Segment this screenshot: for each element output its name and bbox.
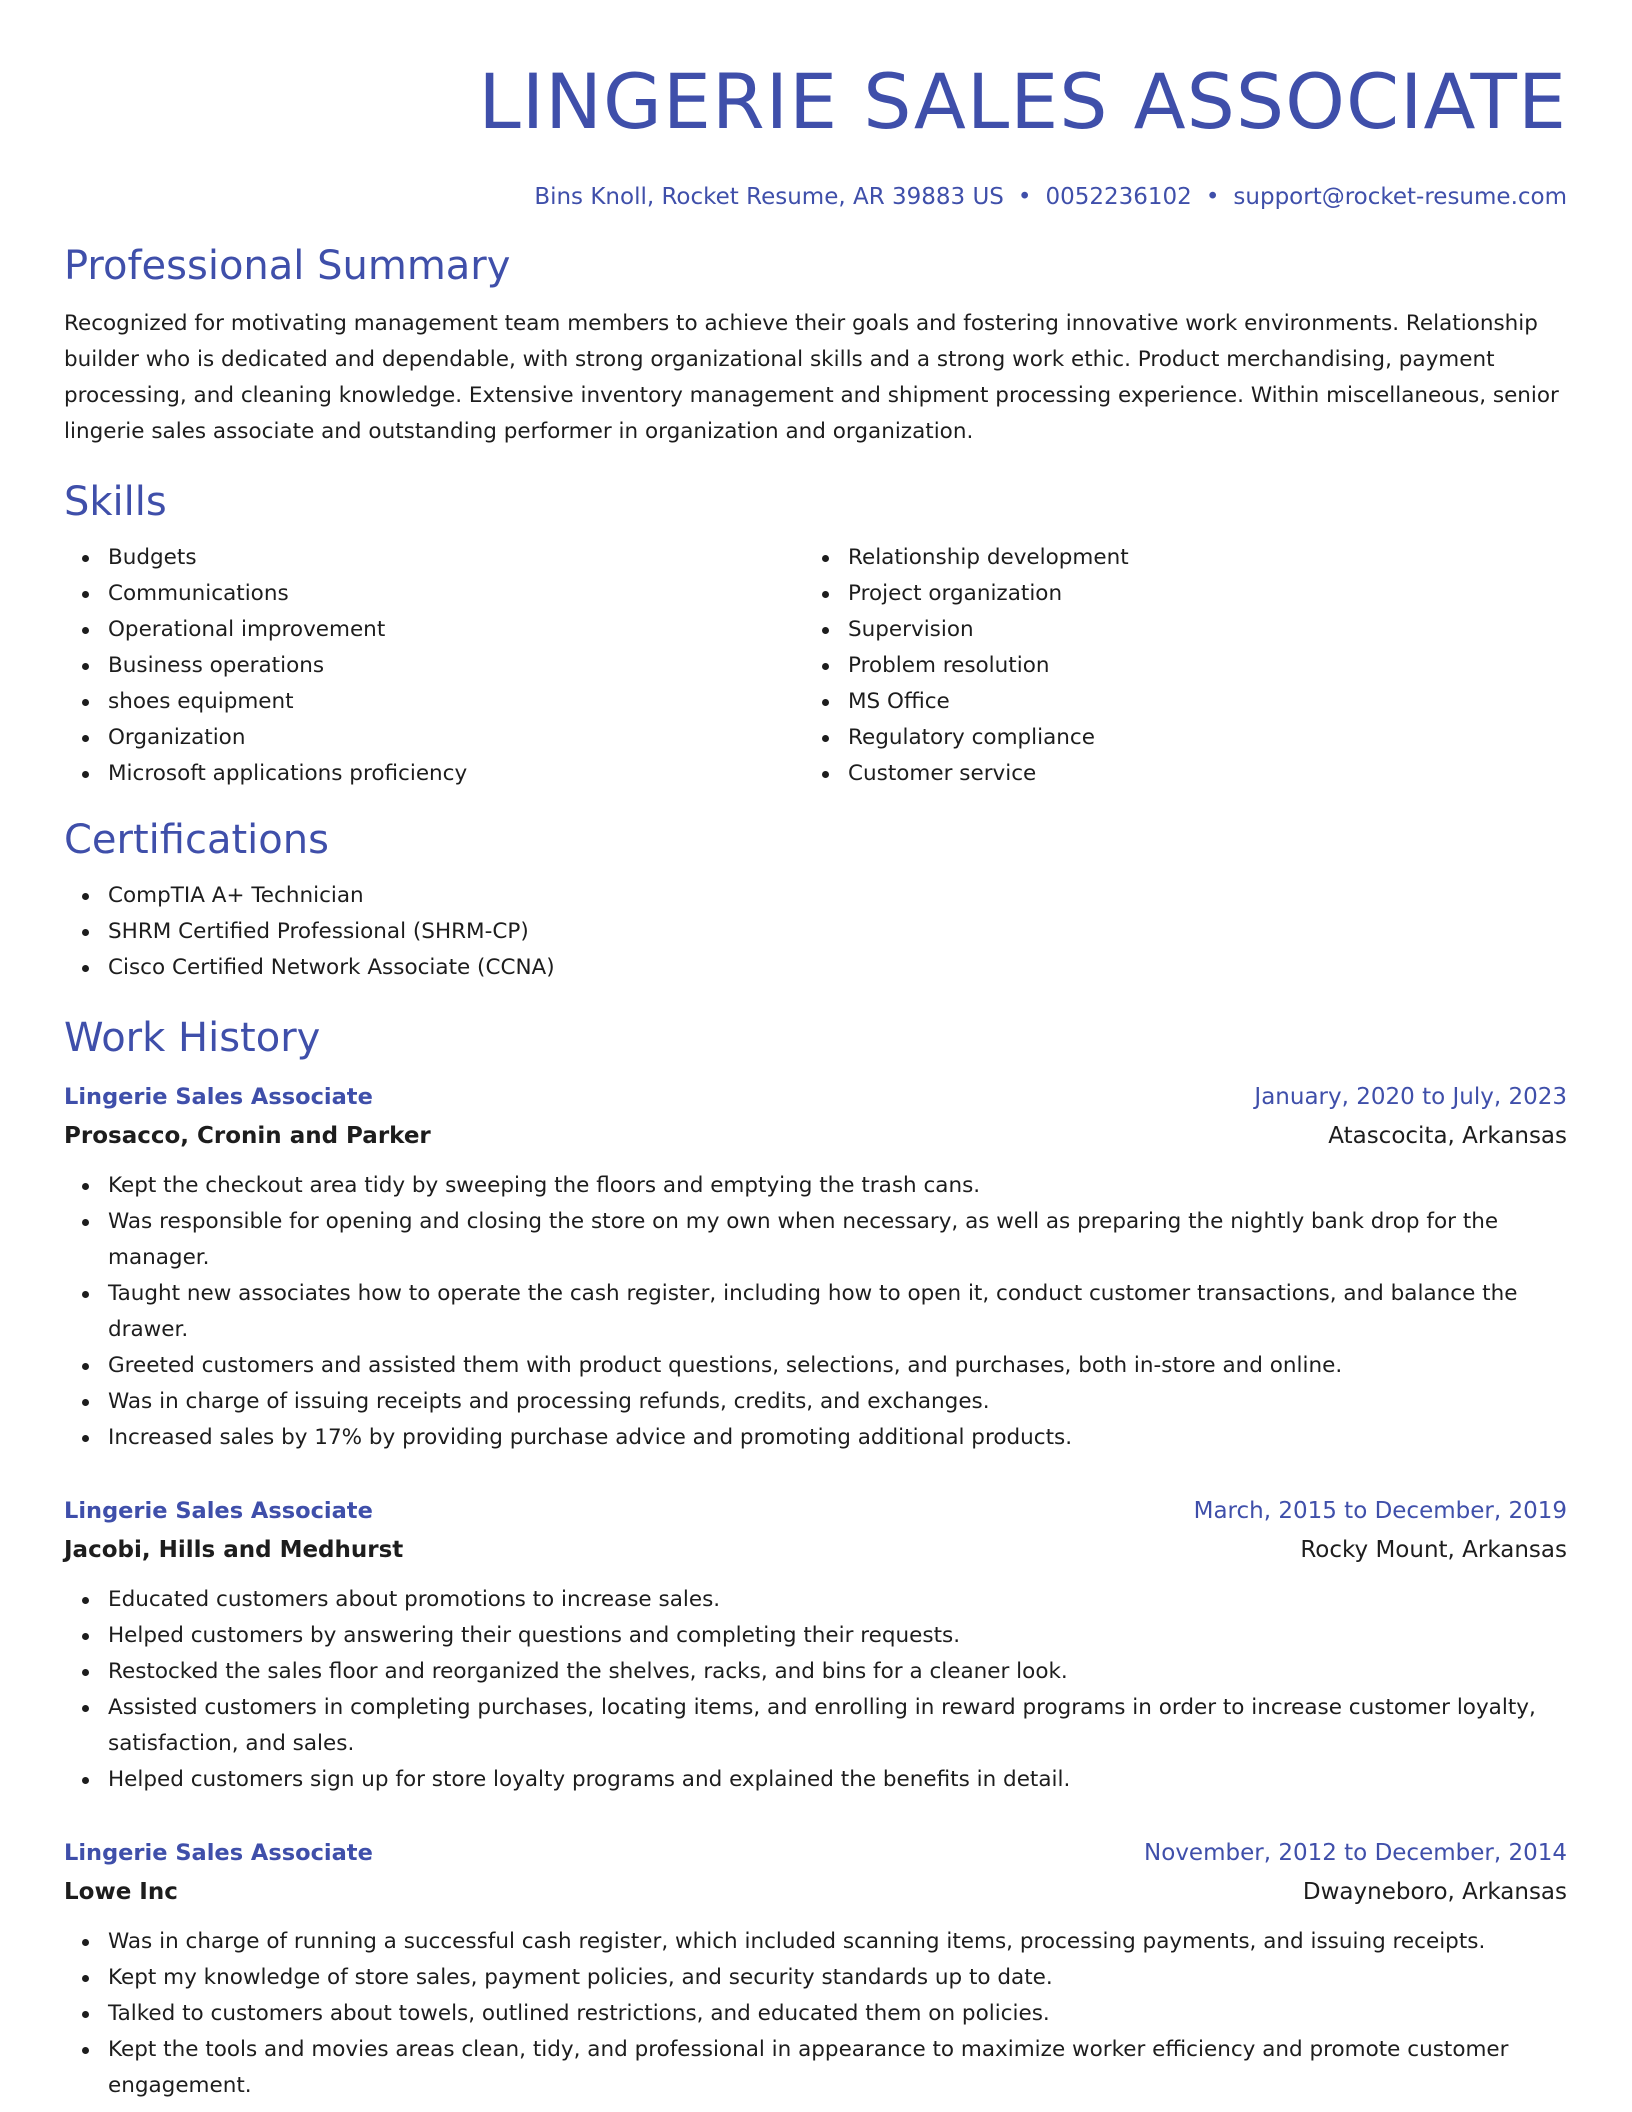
skill-item: Communications bbox=[64, 576, 804, 612]
summary-text: Recognized for motivating management team members to achieve their goals and fostering innovative work environments. Relationship builder who is dedicated and dependable, with strong organizational skills and a strong work ethic. Product merchandising, payment processing, and cleaning knowledge. Extensive inventory management and shipment processing experience. Within miscellaneous, senior lingerie sales associate and outstanding performer in organization and organization. bbox=[64, 311, 1559, 444]
skills-grid bbox=[64, 540, 1567, 792]
job-bullet: Increased sales by 17% by providing purchase advice and promoting additional products. bbox=[64, 1420, 1567, 1456]
job-bullet: Restocked the sales floor and reorganized the shelves, racks, and bins for a cleaner look. bbox=[64, 1654, 1567, 1690]
certification-item: Cisco Certified Network Associate (CCNA) bbox=[64, 950, 1567, 986]
skill-item: Microsoft applications proficiency bbox=[64, 756, 804, 792]
job-bullet: Was in charge of issuing receipts and processing refunds, credits, and exchanges. bbox=[64, 1384, 1567, 1420]
job-dates: March, 2015 to December, 2019 bbox=[1193, 1498, 1567, 1524]
skill-item: Regulatory compliance bbox=[804, 720, 1544, 756]
job-entry bbox=[64, 1078, 1567, 1456]
summary-heading: Professional Summary bbox=[64, 243, 511, 289]
certifications-heading: Certifications bbox=[64, 817, 329, 863]
summary-section bbox=[64, 240, 1567, 450]
job-title-row bbox=[64, 1834, 1567, 1872]
job-location: Dwayneboro, Arkansas bbox=[1302, 1879, 1567, 1905]
contact-phone: 0052236102 bbox=[1045, 184, 1192, 210]
certifications-section bbox=[64, 814, 1567, 986]
contact-separator: • bbox=[1205, 184, 1220, 210]
contact-address: Bins Knoll, Rocket Resume, AR 39883 US bbox=[534, 184, 1004, 210]
job-title: Lingerie Sales Associate bbox=[64, 1498, 373, 1524]
job-bullet: Taught new associates how to operate the cash register, including how to open it, conduct customer transactions, and balance the drawer. bbox=[64, 1276, 1567, 1348]
skill-item: MS Office bbox=[804, 684, 1544, 720]
skills-list-right bbox=[804, 540, 1544, 792]
job-location: Atascocita, Arkansas bbox=[1328, 1123, 1567, 1149]
job-bullet: Kept my knowledge of store sales, payment policies, and security standards up to date. bbox=[64, 1960, 1567, 1996]
job-bullet: Greeted customers and assisted them with product questions, selections, and purchases, both in-store and online. bbox=[64, 1348, 1567, 1384]
skill-item: Customer service bbox=[804, 756, 1544, 792]
job-bullet: Educated customers about promotions to increase sales. bbox=[64, 1582, 1567, 1618]
job-title-row bbox=[64, 1492, 1567, 1530]
job-company-row bbox=[64, 1872, 1567, 1912]
work-history-heading: Work History bbox=[64, 1015, 321, 1061]
job-title: Lingerie Sales Associate bbox=[64, 1840, 373, 1866]
certification-item: CompTIA A+ Technician bbox=[64, 878, 1567, 914]
job-company-row bbox=[64, 1116, 1567, 1156]
skills-list-left bbox=[64, 540, 804, 792]
job-title-row bbox=[64, 1078, 1567, 1116]
job-dates: November, 2012 to December, 2014 bbox=[1144, 1840, 1567, 1866]
skill-item: Problem resolution bbox=[804, 648, 1544, 684]
certifications-list bbox=[64, 878, 1567, 986]
skill-item: Budgets bbox=[64, 540, 804, 576]
job-bullet: Was in charge of running a successful cash register, which included scanning items, processing payments, and issuing receipts. bbox=[64, 1924, 1567, 1960]
job-location: Rocky Mount, Arkansas bbox=[1300, 1537, 1567, 1563]
certification-item: SHRM Certified Professional (SHRM-CP) bbox=[64, 914, 1567, 950]
job-bullet: Was responsible for opening and closing the store on my own when necessary, as well as preparing the nightly bank drop for the manager. bbox=[64, 1204, 1567, 1276]
job-entry bbox=[64, 1834, 1567, 2104]
job-dates: January, 2020 to July, 2023 bbox=[1254, 1084, 1567, 1110]
skills-heading: Skills bbox=[64, 479, 167, 525]
skill-item: Business operations bbox=[64, 648, 804, 684]
skill-item: Project organization bbox=[804, 576, 1544, 612]
job-company: Prosacco, Cronin and Parker bbox=[64, 1123, 431, 1149]
skill-item: Organization bbox=[64, 720, 804, 756]
job-bullet-list bbox=[64, 1924, 1567, 2104]
contact-separator: • bbox=[1017, 184, 1032, 210]
job-entry bbox=[64, 1492, 1567, 1798]
page-title: LINGERIE SALES ASSOCIATE bbox=[478, 57, 1567, 146]
job-company: Lowe Inc bbox=[64, 1879, 178, 1905]
skill-item: Relationship development bbox=[804, 540, 1544, 576]
job-bullet: Talked to customers about towels, outlined restrictions, and educated them on policies. bbox=[64, 1996, 1567, 2032]
job-bullet-list bbox=[64, 1168, 1567, 1456]
skill-item: Operational improvement bbox=[64, 612, 804, 648]
job-bullet: Helped customers sign up for store loyalty programs and explained the benefits in detail. bbox=[64, 1762, 1567, 1798]
job-bullet-list bbox=[64, 1582, 1567, 1798]
contact-email[interactable]: support@rocket-resume.com bbox=[1233, 184, 1567, 210]
work-history-section bbox=[64, 1012, 1567, 2104]
job-company-row bbox=[64, 1530, 1567, 1570]
skill-item: Supervision bbox=[804, 612, 1544, 648]
job-bullet: Assisted customers in completing purchases, locating items, and enrolling in reward programs in order to increase customer loyalty, satisfaction, and sales. bbox=[64, 1690, 1567, 1762]
resume-page bbox=[64, 0, 1567, 2104]
contact-line bbox=[64, 182, 1567, 212]
job-bullet: Kept the checkout area tidy by sweeping the floors and emptying the trash cans. bbox=[64, 1168, 1567, 1204]
job-bullet: Kept the tools and movies areas clean, tidy, and professional in appearance to maximize worker efficiency and promote customer engagement. bbox=[64, 2032, 1567, 2104]
job-bullet: Helped customers by answering their questions and completing their requests. bbox=[64, 1618, 1567, 1654]
job-title: Lingerie Sales Associate bbox=[64, 1084, 373, 1110]
skill-item: shoes equipment bbox=[64, 684, 804, 720]
job-company: Jacobi, Hills and Medhurst bbox=[64, 1537, 404, 1563]
skills-section bbox=[64, 476, 1567, 792]
